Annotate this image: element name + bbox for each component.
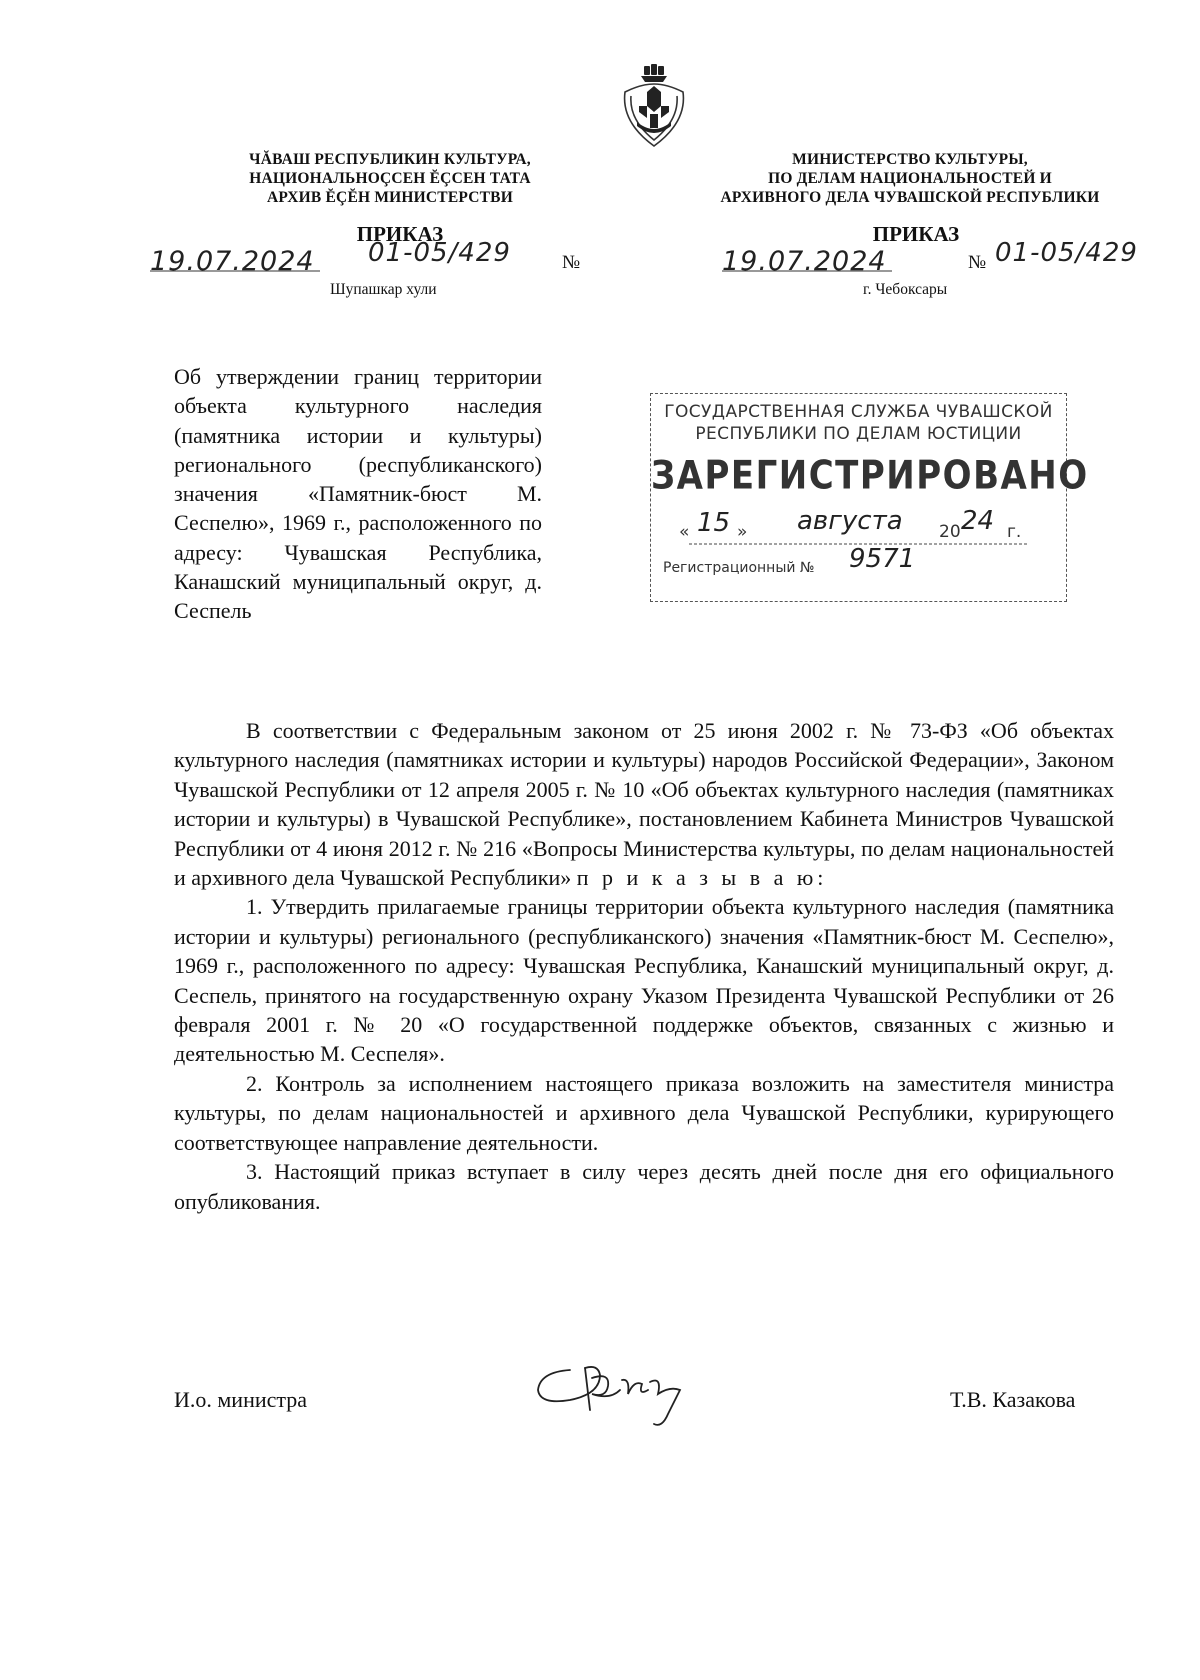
registration-stamp: [650, 393, 1089, 602]
header-left-line-1: ЧĂВАШ РЕСПУБЛИКИН КУЛЬТУРА,: [249, 151, 531, 168]
stamp-registered: ЗАРЕГИСТРИРОВАНО: [651, 453, 1089, 499]
stamp-year-prefix: 20: [939, 522, 961, 542]
order-number-left: 01-05/429: [368, 238, 511, 268]
order-word-right: ПРИКАЗ: [872, 222, 960, 246]
signatory-name: Т.В. Казакова: [950, 1387, 1076, 1412]
header-right-line-3: АРХИВНОГО ДЕЛА ЧУВАШСКОЙ РЕСПУБЛИКИ: [720, 189, 1100, 206]
header-left: [225, 150, 555, 207]
order-word-left: ПРИКАЗ: [356, 222, 444, 246]
body-paragraph-1-text: В соответствии с Федеральным законом от 25 июня 2002 г. № 73-ФЗ «Об объектах культурного наследия (памятниках истории и культуры) народов Российской Федерации», Законом Чувашской Республики от 12 апреля 2005 г. № 10 «Об объектах культурного наследия (памятниках истории и культуры) в Чувашской Республике», постановлением Кабинета Министров Чувашской Республики от 4 июня 2012 г. № 216 «Вопросы Министерства культуры, по делам национальностей и архивного дела Чувашской Республики»: [174, 718, 1114, 891]
order-place-right: г. Чебоксары: [863, 281, 948, 298]
order-number-sign-right: №: [968, 252, 987, 273]
order-keyword: п р и к а з ы в а ю:: [576, 865, 828, 891]
signatory-role: И.о. министра: [174, 1387, 308, 1412]
body-paragraph-2: 1. Утвердить прилагаемые границы территории объекта культурного наследия (памятника истории и культуры) регионального (республиканского) значения «Памятник-бюст М. Сеспелю», 1969 г., расположенного по адресу: Чувашская Республика, Канашский муниципальный округ, д. Сеспель, принятого на государственную охрану Указом Президента Чувашской Республики от 26 февраля 2001 г. № 20 «О государственной поддержке объектов, связанных с жизнью и деятельностью М. Сеспеля».: [174, 894, 1114, 1067]
stamp-year-unit: г.: [1007, 522, 1022, 542]
order-place-left: Шупашкар хули: [330, 281, 437, 298]
stamp-year-suffix: 24: [961, 506, 995, 536]
handwritten-signature-icon: [530, 1350, 710, 1440]
header-right-line-2: ПО ДЕЛАМ НАЦИОНАЛЬНОСТЕЙ И: [768, 170, 1052, 187]
stamp-open-quote: «: [679, 522, 690, 542]
document-body: [174, 716, 1114, 1216]
header-right: [700, 150, 1120, 207]
document-title: Об утверждении границ территории объекта культурного наследия (памятника истории и культуры) регионального (республиканского) значения «Памятник-бюст М. Сеспелю», 1969 г., расположенного по адресу: Чувашская Республика, Канашский муниципальный округ, д. Сеспель: [174, 364, 542, 624]
order-number-sign-left: №: [562, 252, 581, 273]
stamp-line-2: РЕСПУБЛИКИ ПО ДЕЛАМ ЮСТИЦИИ: [695, 424, 1022, 444]
order-number-right: 01-05/429: [995, 238, 1138, 268]
date-underline-left: [150, 268, 320, 274]
stamp-month: августа: [797, 506, 903, 536]
order-date-right: 19.07.2024: [722, 246, 887, 277]
chuvash-emblem-icon: [617, 62, 691, 150]
header-left-line-2: НАЦИОНАЛЬНОÇСЕН ĔÇСЕН ТАТА: [249, 170, 531, 187]
body-paragraph-4: 3. Настоящий приказ вступает в силу через десять дней после дня его официального опубликования.: [174, 1159, 1114, 1214]
stamp-day: 15: [697, 508, 731, 538]
header-left-line-3: АРХИВ ĔÇĔН МИНИСТЕРСТВИ: [267, 189, 513, 206]
date-underline-right: [722, 268, 892, 274]
order-date-left: 19.07.2024: [150, 246, 315, 277]
header-right-line-1: МИНИСТЕРСТВО КУЛЬТУРЫ,: [792, 151, 1028, 168]
stamp-reg-label: Регистрационный №: [663, 560, 815, 576]
body-paragraph-1: [174, 716, 1114, 892]
stamp-line-1: ГОСУДАРСТВЕННАЯ СЛУЖБА ЧУВАШСКОЙ: [664, 402, 1053, 422]
body-paragraph-3: 2. Контроль за исполнением настоящего приказа возложить на заместителя министра культуры, по делам национальностей и архивного дела Чувашской Республики, курирующего соответствующее направление деятельности.: [174, 1070, 1114, 1155]
stamp-close-quote: »: [737, 522, 748, 542]
stamp-reg-number: 9571: [849, 544, 916, 574]
